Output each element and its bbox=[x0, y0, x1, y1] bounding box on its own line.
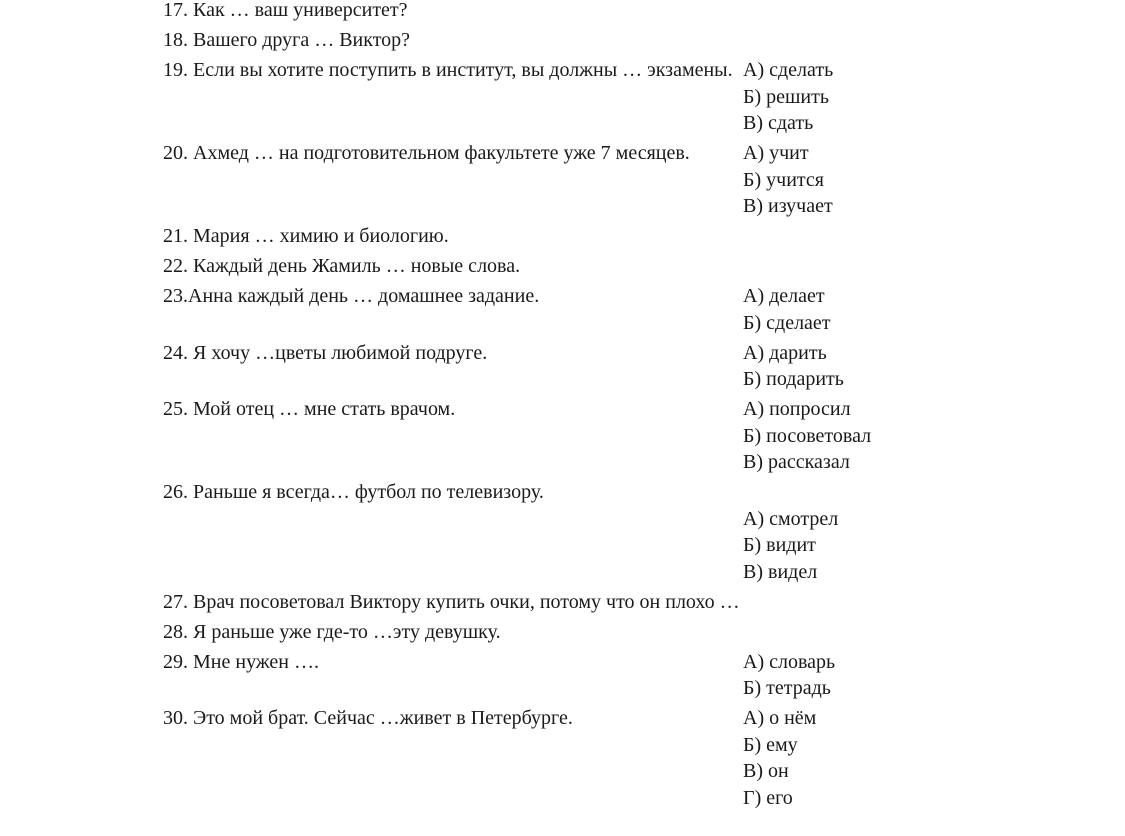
option-b: Б) подарить bbox=[743, 368, 844, 390]
question-text: 24. Я хочу …цветы любимой подруге. bbox=[163, 341, 488, 364]
option-a: А) дарить bbox=[743, 341, 827, 364]
question-27 bbox=[163, 589, 923, 616]
question-23 bbox=[163, 283, 923, 336]
question-text: 23.Анна каждый день … домашнее задание. bbox=[163, 285, 540, 307]
question-19 bbox=[163, 57, 923, 137]
question-25 bbox=[163, 396, 923, 476]
answer-options bbox=[743, 396, 923, 476]
question-18 bbox=[163, 27, 923, 54]
question-22 bbox=[163, 253, 923, 280]
question-text: 27. Врач посоветовал Виктору купить очки, потому что он плохо … bbox=[163, 590, 740, 613]
question-26 bbox=[163, 479, 923, 585]
question-30 bbox=[163, 705, 923, 811]
option-b: Б) учится bbox=[743, 168, 824, 191]
answer-options bbox=[743, 705, 923, 811]
option-b: Б) посоветовал bbox=[743, 424, 872, 447]
option-a: А) словарь bbox=[743, 650, 836, 673]
option-c: В) сдать bbox=[743, 112, 814, 134]
option-a: А) о нём bbox=[743, 707, 817, 729]
question-text: 25. Мой отец … мне стать врачом. bbox=[163, 398, 456, 420]
option-b: Б) тетрадь bbox=[743, 677, 831, 699]
question-text: 22. Каждый день Жамиль … новые слова. bbox=[163, 255, 521, 277]
option-b: Б) видит bbox=[743, 534, 816, 556]
option-b: Б) ему bbox=[743, 733, 798, 756]
test-document bbox=[163, 0, 923, 811]
question-text: 19. Если вы хотите поступить в институт, вы должны … экзамены. bbox=[163, 59, 733, 81]
option-a: А) попросил bbox=[743, 398, 851, 420]
option-c: В) изучает bbox=[743, 195, 833, 217]
option-d: Г) его bbox=[743, 786, 793, 809]
question-text: 30. Это мой брат. Сейчас …живет в Петербурге. bbox=[163, 707, 573, 729]
question-29 bbox=[163, 649, 923, 702]
question-text: 28. Я раньше уже где-то …эту девушку. bbox=[163, 620, 501, 643]
question-text: 17. Как … ваш университет? bbox=[163, 0, 408, 21]
answer-options bbox=[743, 283, 923, 336]
option-c: В) видел bbox=[743, 560, 818, 583]
option-a: А) делает bbox=[743, 285, 825, 307]
option-b: Б) сделает bbox=[743, 311, 831, 334]
option-c: В) рассказал bbox=[743, 451, 850, 473]
answer-options bbox=[743, 140, 923, 220]
question-text: 18. Вашего друга … Виктор? bbox=[163, 29, 411, 51]
question-text: 29. Мне нужен …. bbox=[163, 650, 319, 673]
option-b: Б) решить bbox=[743, 85, 829, 108]
question-20 bbox=[163, 140, 923, 220]
question-text: 26. Раньше я всегда… футбол по телевизору. bbox=[163, 481, 544, 503]
option-a: А) учит bbox=[743, 142, 809, 164]
option-a: А) смотрел bbox=[743, 507, 839, 530]
option-a: А) сделать bbox=[743, 59, 834, 81]
question-17 bbox=[163, 0, 923, 24]
answer-options bbox=[743, 649, 923, 702]
question-24 bbox=[163, 340, 923, 393]
question-text: 21. Мария … химию и биологию. bbox=[163, 225, 449, 247]
question-28 bbox=[163, 619, 923, 646]
option-c: В) он bbox=[743, 760, 789, 782]
answer-options bbox=[743, 340, 923, 393]
question-text: 20. Ахмед … на подготовительном факультете уже 7 месяцев. bbox=[163, 142, 690, 164]
answer-options bbox=[743, 479, 923, 585]
question-21 bbox=[163, 223, 923, 250]
answer-options bbox=[743, 57, 923, 137]
